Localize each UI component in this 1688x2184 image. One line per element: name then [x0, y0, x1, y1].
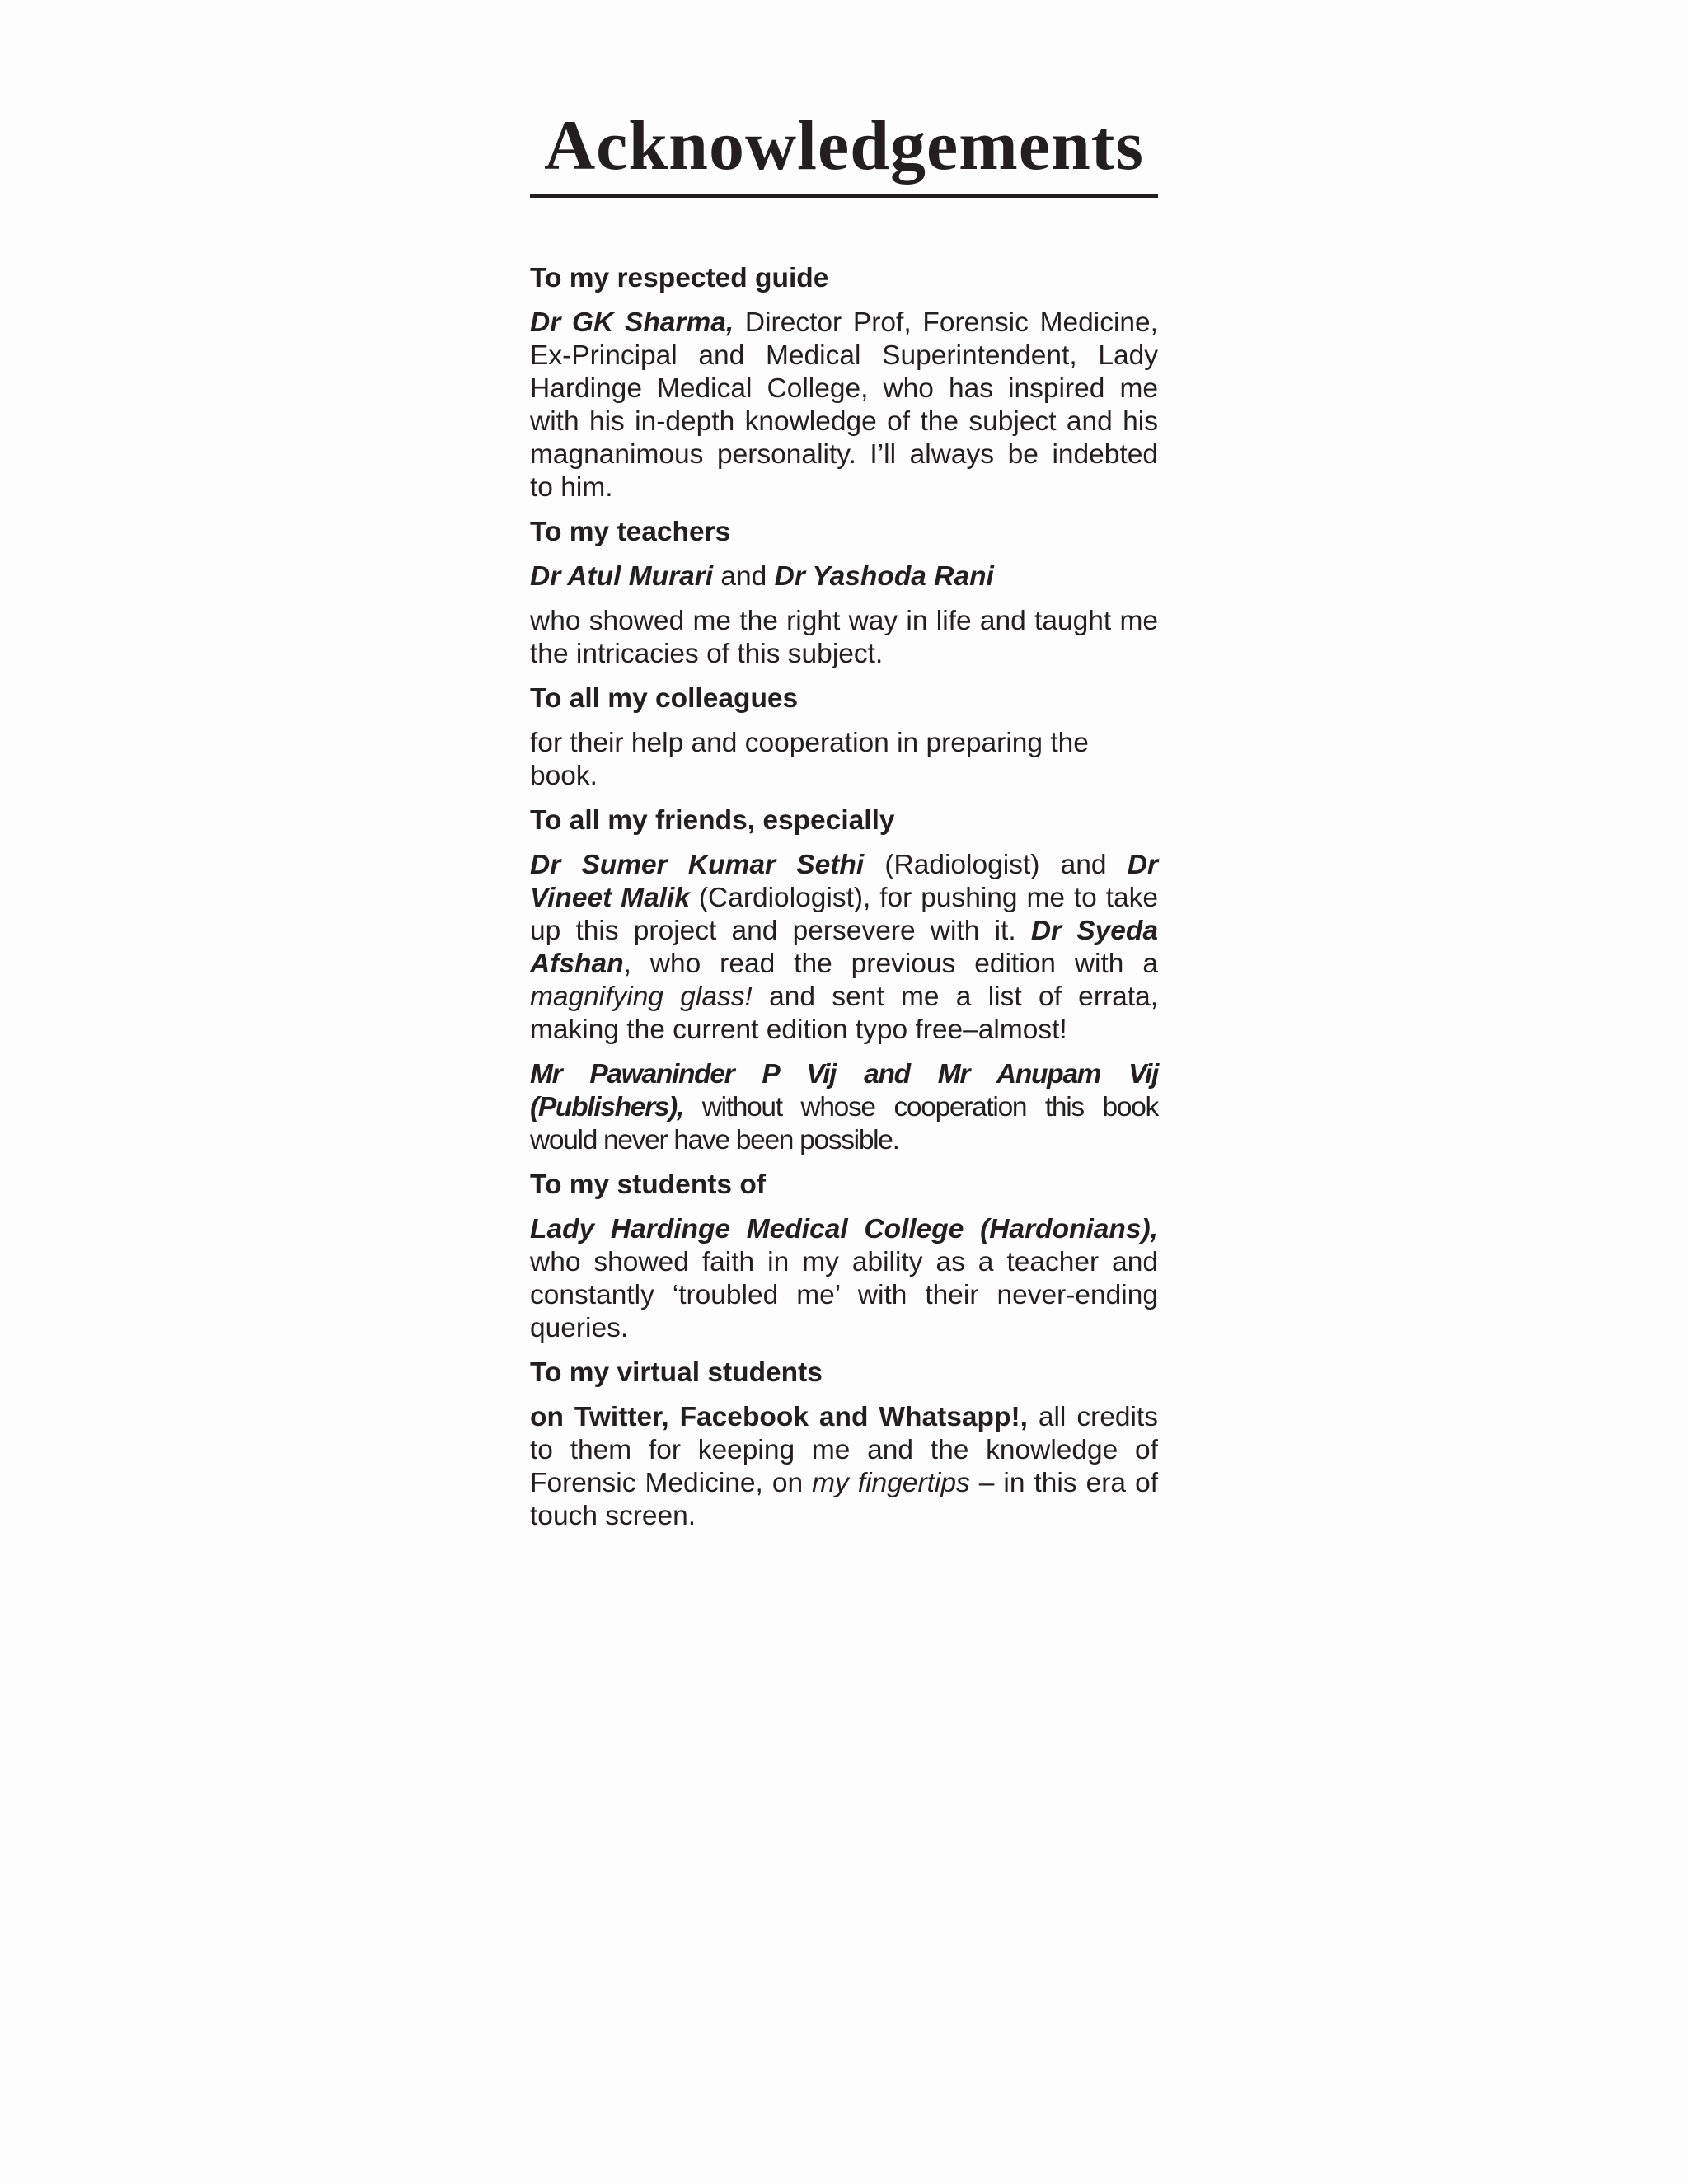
guide-name: Dr GK Sharma, [530, 307, 734, 338]
students-college-name: Lady Hardinge Medical College (Hardonians), [530, 1214, 1158, 1244]
virtual-emphasis: my fingertips [812, 1468, 970, 1498]
colleagues-heading: To all my colleagues [530, 683, 799, 714]
students-paragraph [530, 1213, 1158, 1345]
title-underline [530, 194, 1158, 198]
friends-paragraph [530, 849, 1158, 1047]
friends-heading: To all my friends, especially [530, 805, 895, 836]
friends-text-2: (Cardiologist), for pushing me to take up this project and persevere with it. [530, 883, 1159, 946]
publishers-paragraph [530, 1058, 1158, 1157]
guide-text: Director Prof, Forensic Medicine, Ex-Principal and Medical Superintendent, Lady Hardinge Medical College, who has inspired me with his in-depth knowledge of the subject and his magnanimous personality. I’ll always be indebted to him. [530, 307, 1158, 503]
students-heading: To my students of [530, 1169, 766, 1200]
friend-name-1: Dr Sumer Kumar Sethi [530, 850, 865, 880]
page-title: Acknowledgements [544, 105, 1144, 185]
publishers-text: without whose cooperation this book would never have been possible. [530, 1092, 1158, 1155]
friends-text-4: and sent me a list of errata, making the current edition typo free–almost! [530, 982, 1159, 1045]
teachers-paragraph: who showed me the right way in life and taught me the intricacies of this subject. [530, 606, 1158, 669]
friend-name-3: Dr Syeda Afshan [530, 916, 1158, 979]
teacher-name-2: Dr Yashoda Rani [774, 561, 994, 592]
virtual-text-2: – in this era of touch screen. [530, 1468, 1159, 1531]
teacher-name-1: Dr Atul Murari [530, 561, 714, 592]
virtual-platforms: on Twitter, Facebook and Whatsapp!, [530, 1402, 1028, 1432]
virtual-students-paragraph [530, 1401, 1158, 1533]
teachers-heading: To my teachers [530, 517, 731, 547]
colleagues-paragraph: for their help and cooperation in preparing the book. [530, 728, 1089, 791]
friend-name-2: Dr Vineet Malik [530, 850, 1158, 913]
acknowledgements-body [530, 262, 1158, 1544]
guide-paragraph [530, 307, 1158, 504]
virtual-students-heading: To my virtual students [530, 1357, 823, 1388]
teachers-conjunction: and [713, 561, 775, 592]
publisher-names: Mr Pawaninder P Vij and Mr Anupam Vij (Publishers), [530, 1059, 1158, 1122]
students-text: who showed faith in my ability as a teacher and constantly ‘troubled me’ with their never-ending queries. [530, 1247, 1158, 1343]
friends-emphasis: magnifying glass! [530, 982, 753, 1012]
friends-text-3: , who read the previous edition with a [623, 949, 1158, 979]
friends-text-1: (Radiologist) and [864, 850, 1128, 880]
virtual-text-1: all credits to them for keeping me and the knowledge of Forensic Medicine, on [530, 1402, 1158, 1498]
guide-heading: To my respected guide [530, 263, 829, 293]
teachers-names [530, 560, 1158, 593]
